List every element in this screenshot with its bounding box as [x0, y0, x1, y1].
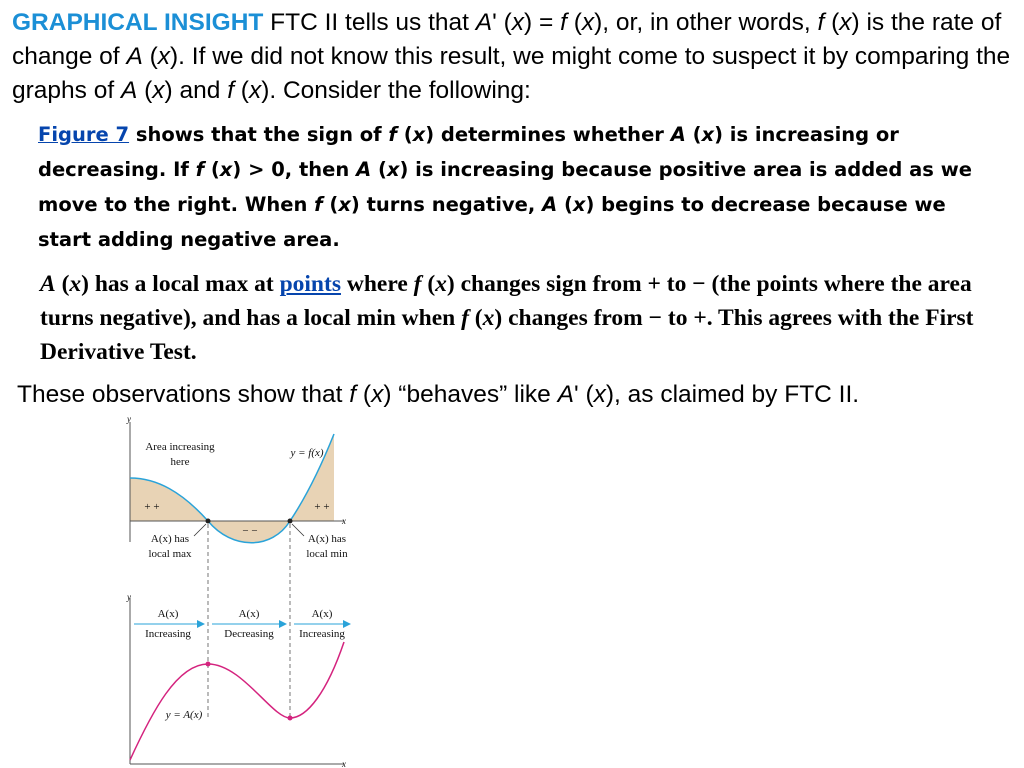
A-curve	[130, 642, 344, 760]
bottom-x-label: x	[342, 759, 346, 768]
f-curve-label: y = f(x)	[290, 447, 324, 459]
minus-label: − −	[242, 525, 258, 537]
local-min-point	[288, 716, 293, 721]
decreasing-label: Decreasing	[224, 628, 274, 640]
local-max-label-2: local max	[148, 548, 192, 560]
local-min-label-2: local min	[306, 548, 348, 560]
bottom-y-label: y	[127, 592, 131, 602]
area-here-label: here	[170, 456, 190, 468]
interval-1-label: A(x)	[157, 608, 179, 620]
local-max-point	[206, 662, 211, 667]
plus-right-label: + +	[314, 501, 330, 513]
figure-7-graphs	[122, 412, 362, 768]
increasing-label-1: Increasing	[145, 628, 191, 640]
local-min-label-1: A(x) has	[307, 533, 347, 545]
top-y-label: y	[127, 414, 131, 424]
points-link[interactable]: points	[279, 271, 341, 297]
figure-7-link[interactable]: Figure 7	[38, 123, 130, 146]
zero-point-right	[288, 519, 293, 524]
A-curve-label: y = A(x)	[165, 709, 203, 721]
increasing-label-2: Increasing	[299, 628, 345, 640]
min-pointer	[292, 524, 304, 536]
figure-explanation-paragraph: Figure 7 shows that the sign of f (x) determines whether A (x) is increasing or decreasing. If f (x) > 0, then A (x) is increasing because positive area is added as we move to the right. When f (x) turns negative, A (x) begins to decrease because we start adding negative area.	[38, 123, 972, 251]
intro-paragraph: GRAPHICAL INSIGHT FTC II tells us that A' (x) = f (x), or, in other words, f (x) is the rate of change of A (x). If we did not know this result, we might come to suspect it by comparing the graphs of A (x) and f (x). Consider the following:	[12, 9, 1011, 104]
local-max-label-1: A(x) has	[150, 533, 190, 545]
area-positive-left	[130, 478, 208, 521]
plus-left-label: + +	[144, 501, 160, 513]
top-x-label: x	[342, 516, 346, 526]
max-pointer	[194, 524, 206, 536]
graphical-insight-label: GRAPHICAL INSIGHT	[12, 9, 264, 36]
zero-point-left	[206, 519, 211, 524]
area-increasing-label: Area increasing	[145, 441, 215, 453]
interval-2-label: A(x)	[238, 608, 260, 620]
conclusion-paragraph: These observations show that f (x) “behaves” like A' (x), as claimed by FTC II.	[17, 381, 860, 408]
local-extrema-paragraph: A (x) has a local max at points where f (x) changes sign from + to − (the points where the area turns negative), and has a local min when f (x) changes from − to +. This agrees with the First Derivative Test.	[40, 271, 974, 365]
interval-3-label: A(x)	[311, 608, 333, 620]
